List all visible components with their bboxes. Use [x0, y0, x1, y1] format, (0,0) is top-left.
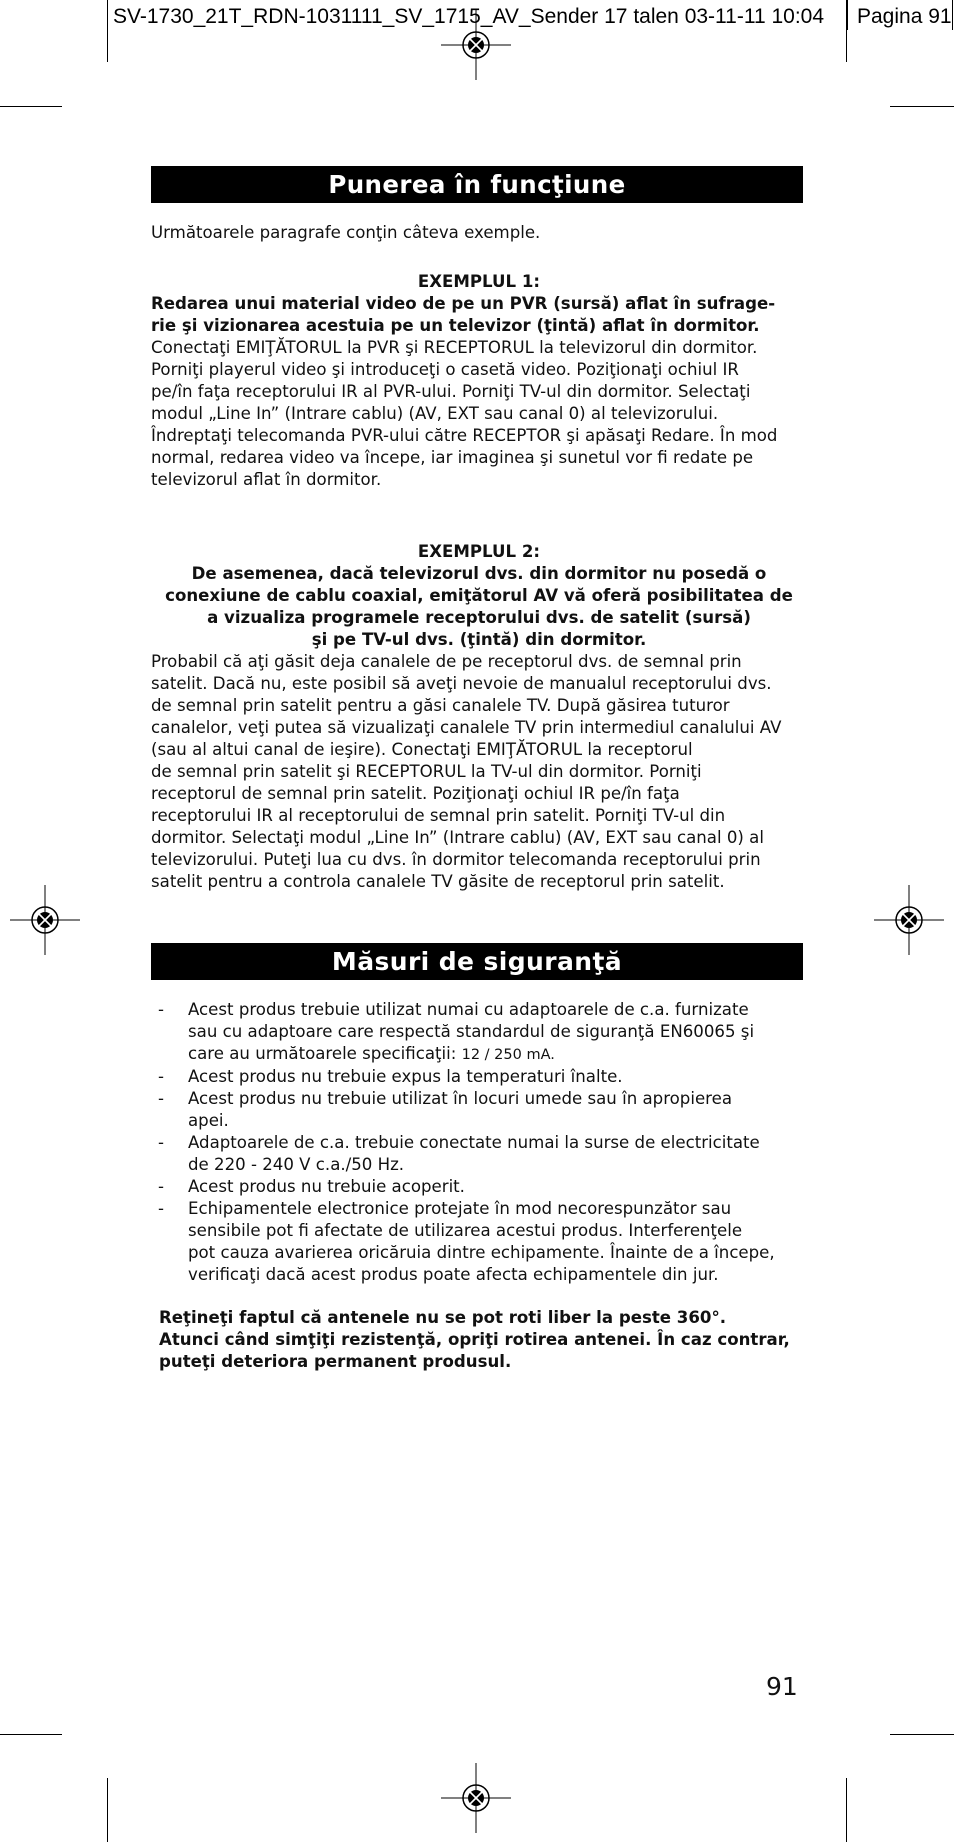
list-item: [151, 999, 811, 1066]
list-item: [151, 1132, 811, 1176]
list-dash: -: [158, 1089, 164, 1108]
warning-line: Reţineţi faptul că antenele nu se pot roti liber la peste 360°.: [159, 1308, 727, 1327]
intro-text: Următoarele paragrafe conţin câteva exemple.: [151, 223, 541, 242]
example-1-bold-line: rie şi vizionarea acestuia pe un televizor (ţintă) aflat în dormitor.: [151, 316, 760, 335]
list-item-line: Adaptoarele de c.a. trebuie conectate numai la surse de electricitate: [188, 1133, 760, 1152]
example-2-bold-line: şi pe TV-ul dvs. (ţintă) din dormitor.: [311, 630, 647, 649]
safety-list: [151, 999, 811, 1286]
example-1-body-line: Porniţi playerul video şi introduceţi o casetă video. Poziţionaţi ochiul IR: [151, 360, 739, 379]
example-1-body-line: televizorul aflat în dormitor.: [151, 470, 382, 489]
example-2-body-line: satelit pentru a controla canalele TV găsite de receptorul prin satelit.: [151, 872, 725, 891]
crop-mark-right-top: [890, 106, 954, 107]
crop-mark-left-top: [0, 106, 62, 107]
example-2-body-line: dormitor. Selectaţi modul „Line In” (Intrare cablu) (AV, EXT sau canal 0) al: [151, 828, 764, 847]
list-item-line: pot cauza avarierea oricăruia dintre echipamente. Înainte de a începe,: [188, 1243, 775, 1262]
example-1: [151, 271, 807, 491]
example-2-body-line: satelit. Dacă nu, este posibil să aveţi nevoie de manualul receptorului dvs.: [151, 674, 772, 693]
crop-mark-bottom-right: [846, 1778, 847, 1842]
example-2-bold-line: De asemenea, dacă televizorul dvs. din dormitor nu posedă o: [191, 564, 767, 583]
rotation-warning: [159, 1307, 815, 1373]
list-item: [151, 1176, 811, 1198]
example-1-body-line: Îndreptaţi telecomanda PVR-ului către RECEPTOR şi apăsaţi Redare. În mod: [151, 426, 778, 445]
registration-mark-top-icon: [441, 10, 511, 80]
example-1-body-line: normal, redarea video va începe, iar imaginea şi sunetul vor fi redate pe: [151, 448, 754, 467]
list-dash: -: [158, 1177, 164, 1196]
list-item-line: de 220 - 240 V c.a./50 Hz.: [188, 1155, 405, 1174]
example-2-body-line: canalelor, veţi putea să vizualizaţi canalele TV prin intermediul canalului AV: [151, 718, 782, 737]
crop-mark-left-bottom: [0, 1734, 62, 1735]
list-item-line: Acest produs nu trebuie acoperit.: [188, 1177, 465, 1196]
spec-label: care au următoarele specificaţii:: [188, 1044, 457, 1063]
list-dash: -: [158, 1199, 164, 1218]
crop-mark-right-bottom: [890, 1734, 954, 1735]
list-item: [151, 1198, 811, 1286]
list-item-line: apei.: [188, 1111, 229, 1130]
example-2: [151, 541, 807, 893]
list-item-line: Acest produs nu trebuie expus la temperaturi înalte.: [188, 1067, 623, 1086]
section-title-setup: Punerea în funcţiune: [151, 166, 803, 203]
example-1-body-line: modul „Line In” (Intrare cablu) (AV, EXT sau canal 0) al televizorului.: [151, 404, 719, 423]
registration-mark-bottom-icon: [441, 1763, 511, 1833]
example-2-body-line: receptorul de semnal prin satelit. Poziţionaţi ochiul IR pe/în faţa: [151, 784, 680, 803]
list-dash: -: [158, 1067, 164, 1086]
example-2-body-line: televizorului. Puteţi lua cu dvs. în dormitor telecomanda receptorului prin: [151, 850, 761, 869]
registration-mark-left-icon: [10, 885, 80, 955]
list-item-line: Echipamentele electronice protejate în mod necorespunzător sau: [188, 1199, 732, 1218]
slug-text: SV-1730_21T_RDN-1031111_SV_1715_AV_Sender 17 talen 03-11-11 10:04: [113, 5, 825, 28]
crop-mark-top-left: [107, 0, 108, 62]
example-1-body-line: pe/în faţa receptorului IR al PVR-ului. Porniţi TV-ul din dormitor. Selectaţi: [151, 382, 751, 401]
intro-paragraph: [151, 222, 807, 244]
example-2-bold-line: a vizualiza programele receptorului dvs. de satelit (sursă): [207, 608, 751, 627]
warning-line: Atunci când simţiţi rezistenţă, opriţi rotirea antenei. În caz contrar,: [159, 1330, 790, 1349]
list-dash: -: [158, 1133, 164, 1152]
example-2-body-line: (sau al altui canal de ieşire). Conectaţi EMIŢĂTORUL la receptorul: [151, 740, 693, 759]
example-2-bold-line: conexiune de cablu coaxial, emiţătorul AV vă oferă posibilitatea de: [165, 586, 793, 605]
example-2-body-line: Probabil că aţi găsit deja canalele de pe receptorul dvs. de semnal prin: [151, 652, 742, 671]
list-item-line: Acest produs nu trebuie utilizat în locuri umede sau în apropierea: [188, 1089, 732, 1108]
list-item: [151, 1088, 811, 1132]
list-item-line: verificaţi dacă acest produs poate afecta echipamentele din jur.: [188, 1265, 719, 1284]
page-number: 91: [766, 1672, 798, 1701]
slug-divider-left: [847, 0, 848, 30]
example-2-body-line: de semnal prin satelit pentru a găsi canalele TV. După găsirea tuturor: [151, 696, 730, 715]
section-title-safety: Măsuri de siguranţă: [151, 943, 803, 980]
example-1-body-line: Conectaţi EMIŢĂTORUL la PVR şi RECEPTORUL la televizorul din dormitor.: [151, 338, 758, 357]
example-2-heading: EXEMPLUL 2:: [417, 542, 541, 561]
list-item: [151, 1066, 811, 1088]
spec-value: 12 / 250 mA.: [461, 1047, 555, 1063]
registration-mark-right-icon: [874, 885, 944, 955]
crop-mark-bottom-left: [107, 1778, 108, 1842]
list-item-line: sau cu adaptoare care respectă standardul de siguranţă EN60065 şi: [188, 1022, 755, 1041]
example-1-heading: EXEMPLUL 1:: [417, 272, 541, 291]
example-1-bold-line: Redarea unui material video de pe un PVR (sursă) aflat în sufrage-: [151, 294, 776, 313]
list-dash: -: [158, 1000, 164, 1019]
list-item-line: sensibile pot fi afectate de utilizarea acestui produs. Interferenţele: [188, 1221, 743, 1240]
warning-line: puteţi deteriora permanent produsul.: [159, 1352, 512, 1371]
slug-page-label: Pagina 91: [857, 5, 952, 28]
example-2-body-line: receptorului IR al receptorului de semnal prin satelit. Porniţi TV-ul din: [151, 806, 726, 825]
list-item-line: Acest produs trebuie utilizat numai cu adaptoarele de c.a. furnizate: [188, 1000, 749, 1019]
example-2-body-line: de semnal prin satelit şi RECEPTORUL la TV-ul din dormitor. Porniţi: [151, 762, 702, 781]
slug-divider-right: [952, 0, 953, 30]
list-item-line: [188, 1043, 811, 1066]
